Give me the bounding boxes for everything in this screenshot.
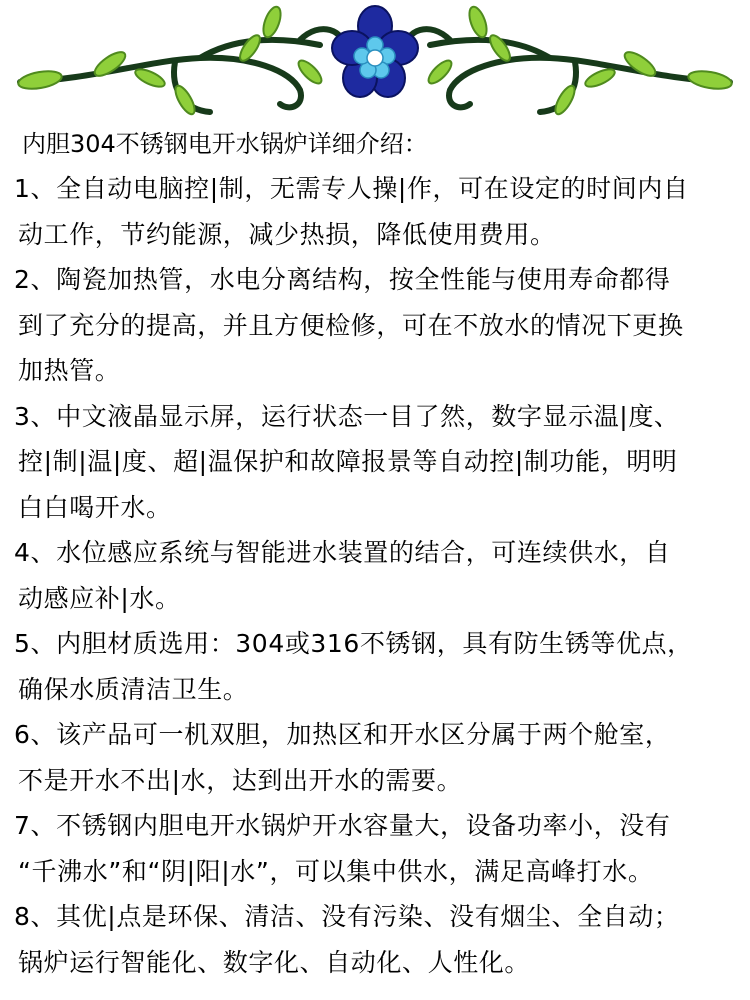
feature-item [14,621,740,712]
feature-item [14,894,740,985]
feature-line: 确保水质清洁卫生。 [18,674,249,704]
feature-line: 加热管。 [18,356,121,385]
feature-line: 4、水位感应系统与智能进水装置的结合，可连续供水，自 [14,538,671,567]
flower-icon [332,6,418,97]
feature-list [14,166,740,985]
feature-line: 动工作，节约能源，减少热损，降低使用费用。 [18,219,556,249]
feature-item [14,530,740,621]
feature-line: 5、内胆材质选用：304或316不锈钢，具有防生锈等优点， [14,629,693,658]
feature-line: 1、全自动电脑控|制，无需专人操|作，可在设定的时间内自 [14,174,689,203]
feature-line: 白白喝开水。 [18,492,172,522]
feature-item [14,257,740,394]
feature-line: 2、陶瓷加热管，水电分离结构，按全性能与使用寿命都得 [14,265,671,294]
feature-item [14,394,740,531]
feature-line: 8、其优|点是环保、清洁、没有污染、没有烟尘、全自动； [14,902,680,931]
feature-line: 7、不锈钢内胆电开水锅炉开水容量大，设备功率小，没有 [14,811,671,840]
feature-item [14,803,740,894]
feature-item [14,712,740,803]
feature-line: 不是开水不出|水，达到出开水的需要。 [18,765,463,795]
feature-item [14,166,740,257]
intro-text [14,122,740,985]
intro-title: 内胆304不锈钢电开水锅炉详细介绍： [22,130,428,158]
feature-line: 锅炉运行智能化、数字化、自动化、人性化。 [18,947,531,977]
feature-line: 3、中文液晶显示屏，运行状态一目了然，数字显示温|度、 [14,401,680,431]
floral-ornament [0,0,750,125]
feature-line: 动感应补|水。 [18,583,181,613]
feature-line: 控|制|温|度、超|温保护和故障报景等自动控|制功能，明明 [18,447,678,476]
feature-line: 到了充分的提高，并且方便检修，可在不放水的情况下更换 [18,310,684,340]
feature-line: 6、该产品可一机双胆，加热区和开水区分属于两个舱室， [14,720,671,749]
feature-line: “千沸水”和“阴|阳|水”，可以集中供水，满足高峰打水。 [18,856,654,886]
